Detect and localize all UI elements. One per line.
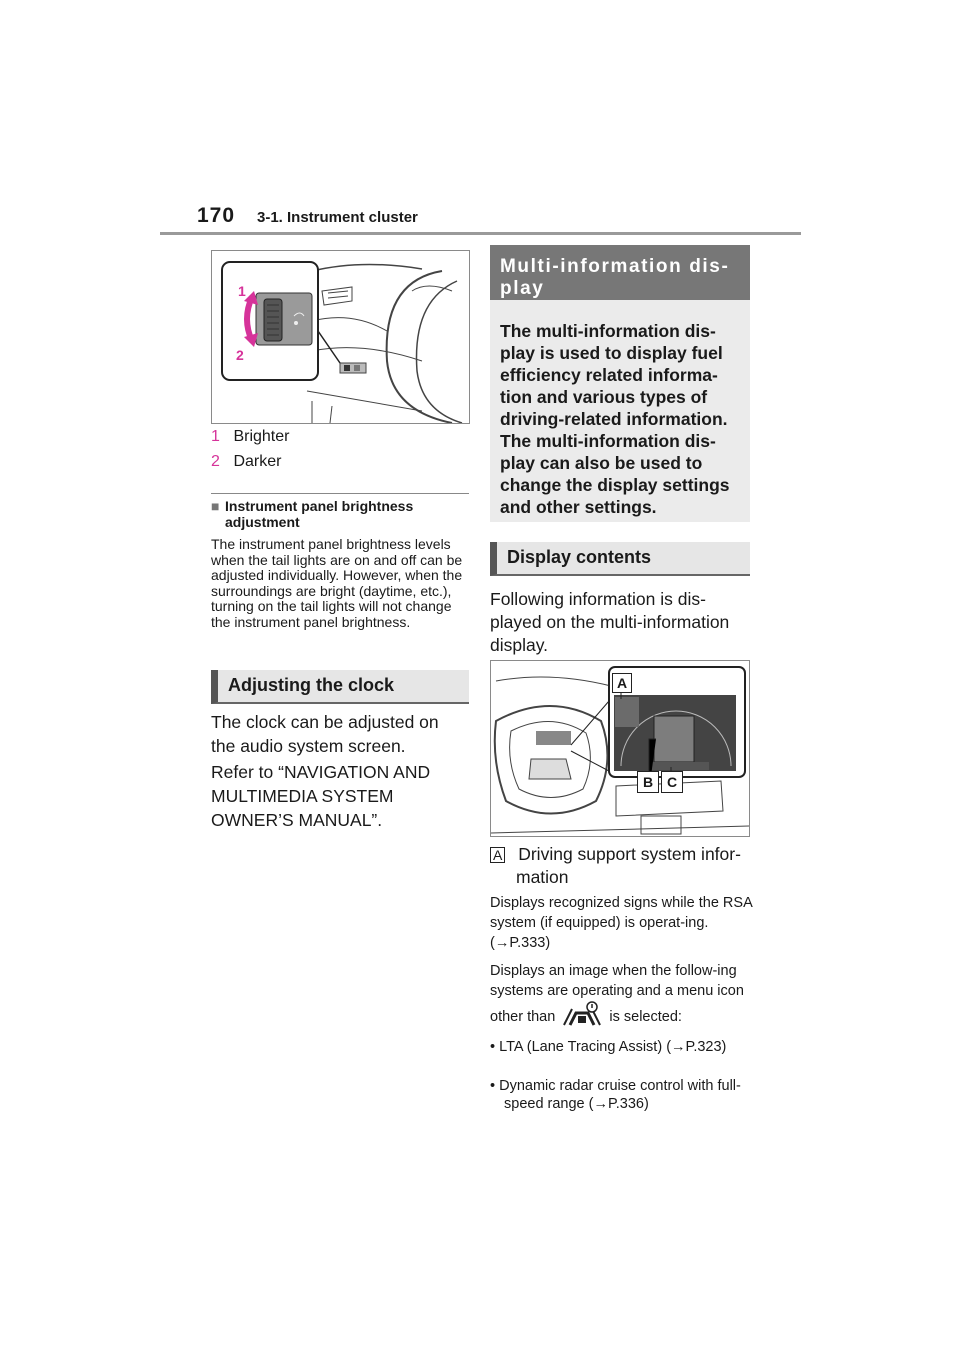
brightness-subheading — [211, 498, 469, 530]
callout-c — [661, 771, 683, 793]
legend-label: Darker — [233, 453, 282, 470]
legend-item-brighter — [211, 428, 289, 446]
brightness-illustration — [212, 251, 469, 423]
item-a-para-2-before: Displays an image when the follow-ing systems are operating and a menu icon other than — [490, 963, 744, 1025]
clock-section-heading-text: Adjusting the clock — [228, 675, 395, 695]
item-a-title-line-2: mation — [516, 867, 569, 887]
callout-2: 2 — [236, 347, 244, 363]
legend-label: Brighter — [233, 428, 290, 445]
page-number: 170 — [197, 204, 236, 227]
square-bullet-icon: ■ — [211, 498, 220, 514]
multi-info-heading — [490, 245, 750, 301]
item-a-title-line-1: Driving support system infor- — [518, 844, 741, 864]
callout-b-text: B — [642, 774, 654, 790]
callout-a — [612, 673, 632, 693]
header-rule — [160, 232, 801, 235]
clock-para-2: Refer to “NAVIGATION AND MULTIMEDIA SYSTEM OWNER’S MANUAL”. — [211, 762, 431, 830]
callout-a-text: A — [616, 675, 628, 691]
item-a-heading — [490, 843, 750, 889]
multi-info-heading-line-2: play — [500, 278, 545, 299]
legend-item-darker — [211, 453, 281, 471]
callout-c-text: C — [666, 774, 678, 790]
display-contents-heading-text: Display contents — [507, 547, 652, 567]
item-a-para-2 — [490, 961, 752, 1027]
legend-number: 1 — [211, 428, 220, 445]
display-contents-para: Following information is dis-played on the multi-information display. — [490, 589, 730, 655]
item-a-para-2-after: is selected: — [609, 1009, 682, 1025]
display-contents-heading — [490, 542, 750, 576]
section-title: 3-1. Instrument cluster — [257, 209, 418, 226]
clock-para-1: The clock can be adjusted on the audio system screen. — [211, 712, 439, 756]
item-a-para-1: Displays recognized signs while the RSA system (if equipped) is operat-ing. (→P.333) — [490, 895, 752, 951]
callout-b — [637, 771, 659, 793]
brightness-figure — [211, 250, 470, 424]
bullet-lta: • LTA (Lane Tracing Assist) (→P.323) — [490, 1039, 727, 1055]
subsection-divider — [211, 493, 469, 494]
brightness-body: The instrument panel brightness levels when the tail lights are on and off can be adjusted individually. However, when the surroundings are bright (daytime, etc.), turning on the tail lights will not change the instrument panel brightness. — [211, 536, 463, 630]
multi-info-intro-panel: The multi-information dis-play is used to display fuel efficiency related informa-tion and various types of driving-related information. The multi-information dis-play can also be used to change the display settings and other settings. — [490, 300, 750, 522]
brightness-subheading-text: Instrument panel brightness adjustment — [225, 498, 414, 530]
item-a-letter: A — [490, 847, 505, 863]
display-figure — [490, 660, 750, 837]
callout-1: 1 — [238, 283, 246, 299]
clock-section-heading — [211, 670, 469, 704]
multi-info-heading-line-1: Multi-information dis- — [500, 256, 730, 277]
legend-number: 2 — [211, 453, 220, 470]
driving-support-car-icon — [562, 1001, 602, 1027]
bullet-radar-cruise: • Dynamic radar cruise control with full-speed range (→P.336) — [490, 1078, 741, 1112]
